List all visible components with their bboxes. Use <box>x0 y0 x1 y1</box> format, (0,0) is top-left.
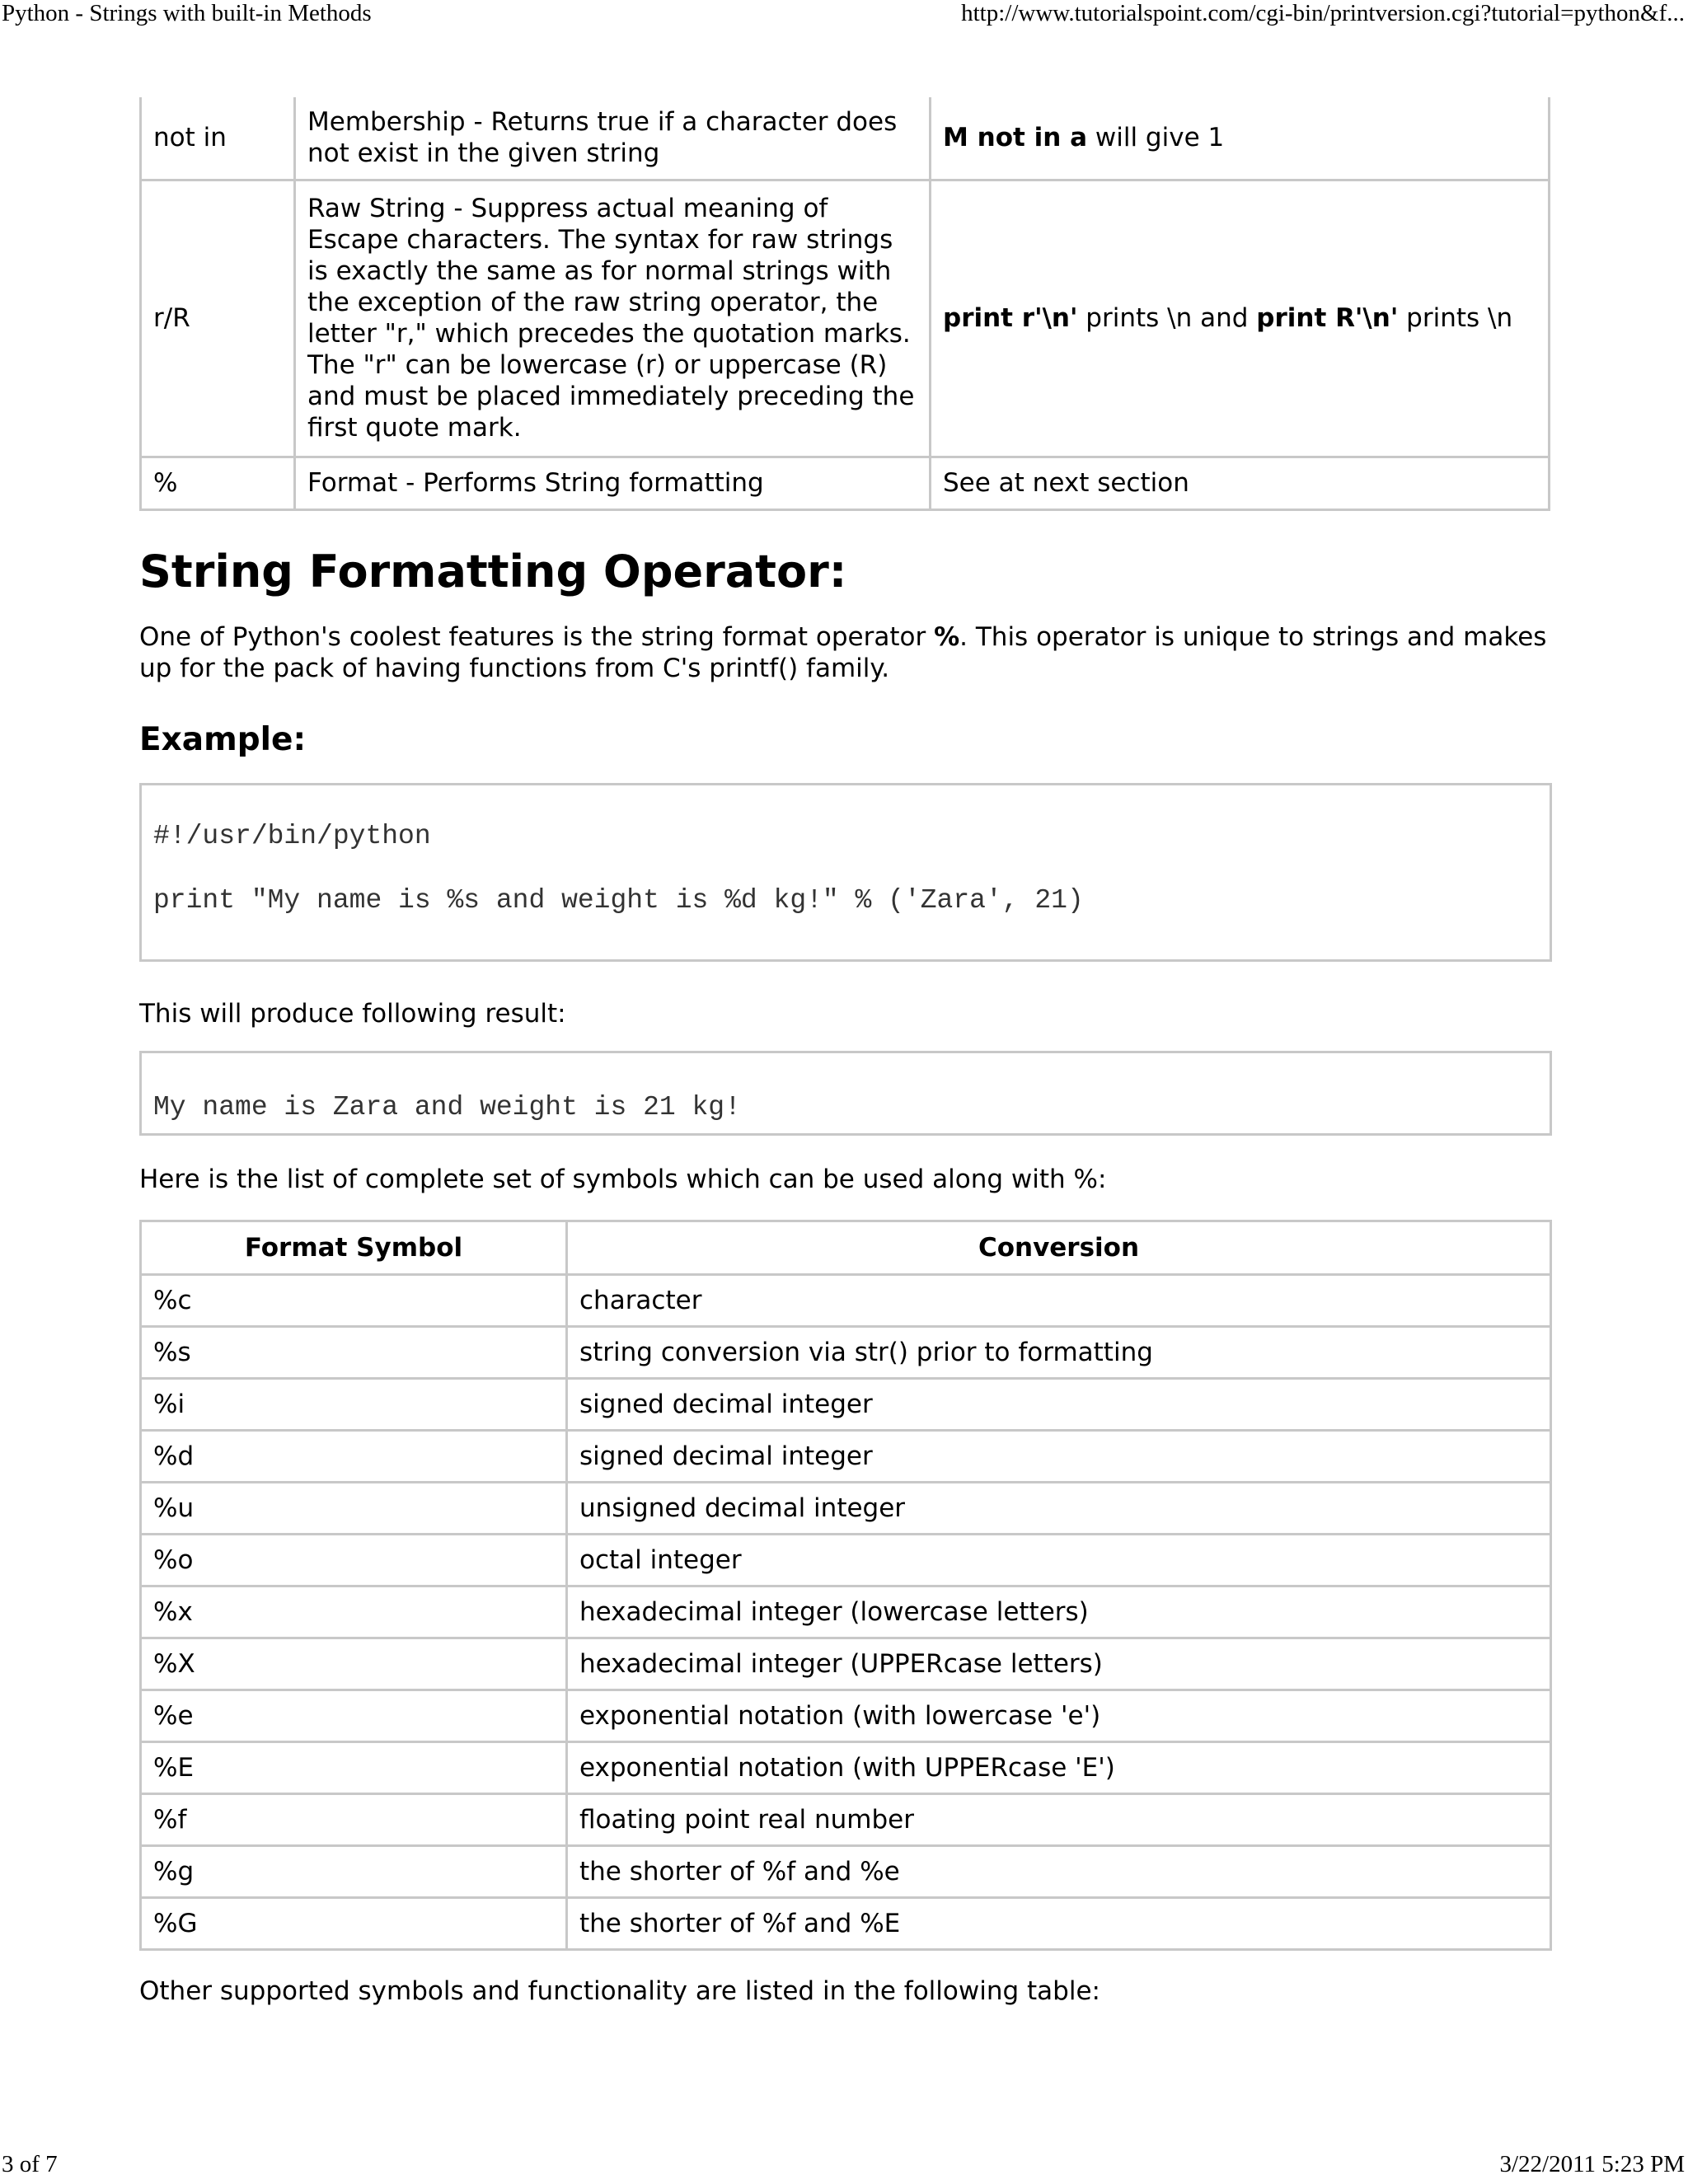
symbol-cell: %X <box>141 1638 567 1690</box>
table-row <box>141 1482 1551 1534</box>
conversion-cell: hexadecimal integer (UPPERcase letters) <box>567 1638 1551 1690</box>
other-symbols-caption: Other supported symbols and functionality are listed in the following table: <box>139 1975 1100 2006</box>
table-row <box>141 1741 1551 1793</box>
column-header: Conversion <box>567 1221 1551 1274</box>
table-row <box>141 1586 1551 1638</box>
symbol-cell: %s <box>141 1326 567 1378</box>
symbol-cell: %e <box>141 1690 567 1741</box>
table-row <box>141 1793 1551 1845</box>
conversion-cell: unsigned decimal integer <box>567 1482 1551 1534</box>
intro-operator: % <box>934 621 960 652</box>
table-row <box>141 1378 1551 1430</box>
symbol-cell: %d <box>141 1430 567 1482</box>
example-cell <box>931 180 1550 457</box>
conversion-cell: character <box>567 1274 1551 1326</box>
conversion-cell: signed decimal integer <box>567 1430 1551 1482</box>
page-content <box>139 97 1550 2007</box>
description-cell: Format - Performs String formatting <box>295 457 931 509</box>
operator-cell: not in <box>141 97 295 180</box>
symbol-cell: %c <box>141 1274 567 1326</box>
conversion-cell: the shorter of %f and %E <box>567 1897 1551 1949</box>
conversion-cell: signed decimal integer <box>567 1378 1551 1430</box>
print-header-url: http://www.tutorialspoint.com/cgi-bin/printversion.cgi?tutorial=python&f... <box>961 0 1685 26</box>
conversion-cell: string conversion via str() prior to formatting <box>567 1326 1551 1378</box>
description-cell: Raw String - Suppress actual meaning of Escape characters. The syntax for raw strings is exactly the same as for normal strings with the exception of the raw string operator, the letter "r," which precedes the quotation marks. The "r" can be lowercase (r) or uppercase (R) and must be placed immediately preceding the first quote mark. <box>295 180 931 457</box>
table-row <box>141 1274 1551 1326</box>
format-symbols-table <box>139 1220 1552 1951</box>
symbol-cell: %o <box>141 1534 567 1586</box>
table-header-row <box>141 1221 1551 1274</box>
table-row <box>141 1897 1551 1949</box>
table-row <box>141 1690 1551 1741</box>
code-line: #!/usr/bin/python <box>153 820 431 851</box>
example-heading: Example: <box>139 720 307 758</box>
example-cell: See at next section <box>931 457 1550 509</box>
symbol-cell: %f <box>141 1793 567 1845</box>
table-row <box>141 1638 1551 1690</box>
conversion-cell: the shorter of %f and %e <box>567 1845 1551 1897</box>
conversion-cell: octal integer <box>567 1534 1551 1586</box>
symbol-cell: %u <box>141 1482 567 1534</box>
example-code: M not in a <box>943 123 1088 153</box>
symbol-cell: %g <box>141 1845 567 1897</box>
symbol-cell: %G <box>141 1897 567 1949</box>
operator-cell: r/R <box>141 180 295 457</box>
symbol-cell: %i <box>141 1378 567 1430</box>
print-datetime: 3/22/2011 5:23 PM <box>1499 2151 1685 2177</box>
conversion-cell: floating point real number <box>567 1793 1551 1845</box>
example-code: print r'\n' <box>943 303 1078 333</box>
table-row <box>141 1534 1551 1586</box>
intro-paragraph <box>139 621 1550 684</box>
example-text: prints \n and <box>1077 303 1257 333</box>
print-header-title: Python - Strings with built-in Methods <box>2 0 372 26</box>
section-title: String Formatting Operator: <box>139 545 847 598</box>
conversion-cell: exponential notation (with UPPERcase 'E') <box>567 1741 1551 1793</box>
conversion-cell: exponential notation (with lowercase 'e') <box>567 1690 1551 1741</box>
operator-cell: % <box>141 457 295 509</box>
intro-text: One of Python's coolest features is the string format operator <box>139 621 935 652</box>
example-code-block <box>139 783 1552 962</box>
symbols-caption: Here is the list of complete set of symbols which can be used along with %: <box>139 1164 1107 1194</box>
table-row <box>141 180 1550 457</box>
example-code: print R'\n' <box>1256 303 1399 333</box>
code-line: print "My name is %s and weight is %d kg!" % ('Zara', 21) <box>153 884 1084 916</box>
description-cell: Membership - Returns true if a character does not exist in the given string <box>295 97 931 180</box>
symbol-cell: %E <box>141 1741 567 1793</box>
print-header <box>0 0 1688 33</box>
table-row <box>141 97 1550 180</box>
code-blank-line <box>153 852 1538 884</box>
code-line: My name is Zara and weight is 21 kg! <box>153 1091 741 1122</box>
print-footer <box>0 2151 1688 2184</box>
column-header: Format Symbol <box>141 1221 567 1274</box>
table-row <box>141 1326 1551 1378</box>
symbol-cell: %x <box>141 1586 567 1638</box>
example-text: prints \n <box>1398 303 1513 333</box>
result-caption: This will produce following result: <box>139 998 566 1029</box>
conversion-cell: hexadecimal integer (lowercase letters) <box>567 1586 1551 1638</box>
operators-table <box>139 97 1550 511</box>
example-text: will give 1 <box>1087 123 1225 153</box>
table-row <box>141 457 1550 509</box>
intro-text: . This operator is unique to strings and makes up for the pack of having functions from C's printf() family. <box>139 621 1547 683</box>
table-row <box>141 1430 1551 1482</box>
page-number: 3 of 7 <box>2 2151 58 2177</box>
table-row <box>141 1845 1551 1897</box>
example-cell <box>931 97 1550 180</box>
result-code-block <box>139 1051 1552 1136</box>
